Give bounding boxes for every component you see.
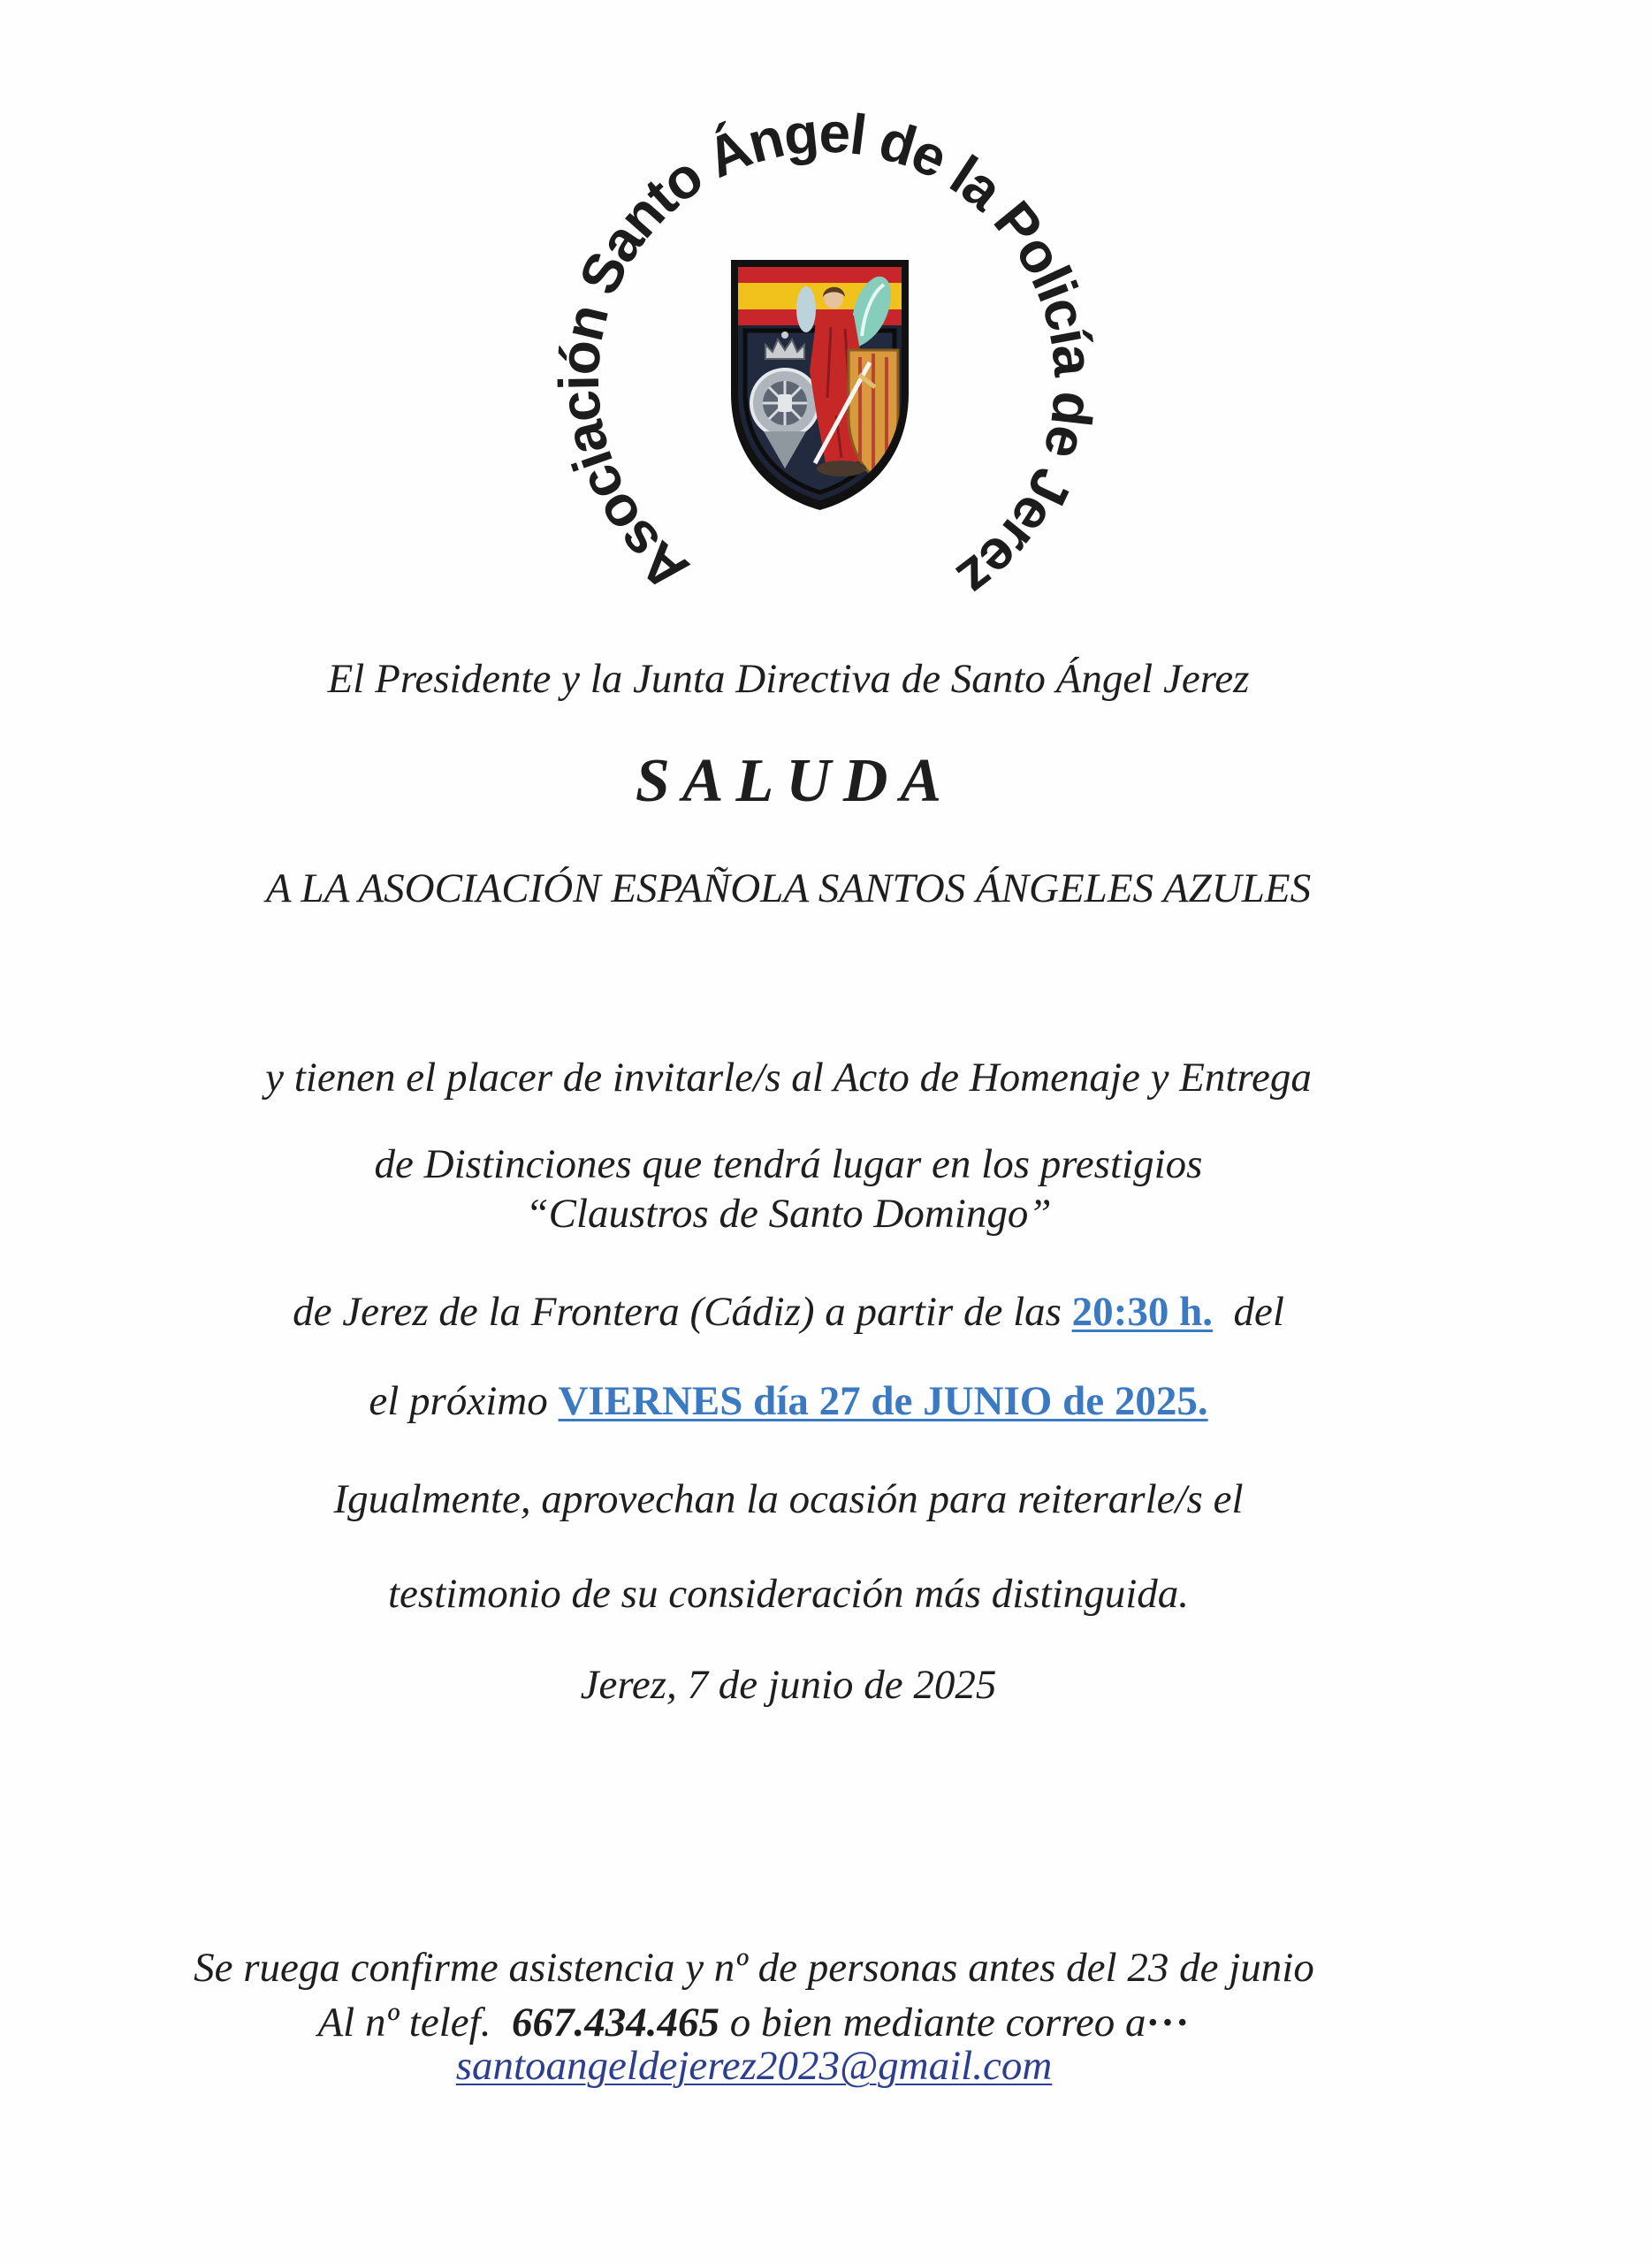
- body-line-1: y tienen el placer de invitarle/s al Acto de Homenaje y Entrega: [265, 1055, 1312, 1101]
- angel-feet-base: [817, 461, 866, 476]
- event-date: VIERNES día 27 de JUNIO de 2025.: [558, 1378, 1208, 1424]
- body-line-5: [0, 1375, 1577, 1427]
- association-logo: [0, 0, 1652, 672]
- phone-label: Al nº telef.: [317, 2000, 512, 2046]
- email-intro: o bien mediante correo a: [719, 2000, 1146, 2046]
- salutation-heading: SALUDA: [635, 747, 955, 815]
- location-text-end: del: [1212, 1289, 1284, 1335]
- angel-left-wing: [796, 286, 816, 332]
- body-line-4: [0, 1286, 1577, 1337]
- body-line-2: de Distinciones que tendrá lugar en los prestigios: [374, 1141, 1203, 1187]
- greeting-line: El Presidente y la Junta Directiva de Santo Ángel Jerez: [327, 656, 1250, 702]
- rsvp-line-1: Se ruega confirme asistencia y nº de personas antes del 23 de junio: [194, 1945, 1314, 1991]
- recipient-line: A LA ASOCIACIÓN ESPAÑOLA SANTOS ÁNGELES AZULES: [265, 865, 1312, 911]
- logo-arc-text: Asociación Santo Ángel de la Policía de Jerez: [546, 100, 1107, 610]
- rsvp-email-line: [0, 2040, 1508, 2092]
- body-line-7: testimonio de su consideración más distinguida.: [387, 1571, 1189, 1617]
- police-shield-badge: [731, 260, 909, 510]
- phone-number: 667.434.465: [511, 2000, 719, 2046]
- location-text: de Jerez de la Frontera (Cádiz) a partir de las: [293, 1289, 1072, 1335]
- emblem-center-shield: [778, 394, 792, 412]
- contact-email: santoangeldejerez2023@gmail.com: [455, 2043, 1053, 2089]
- venue-name-line: “Claustros de Santo Domingo”: [525, 1191, 1052, 1237]
- date-intro-text: el próximo: [369, 1378, 559, 1424]
- ellipsis-dots: ···: [1146, 2000, 1191, 2046]
- place-and-date: Jerez, 7 de junio de 2025: [580, 1662, 997, 1708]
- body-line-6: Igualmente, aprovechan la ocasión para reiterarle/s el: [333, 1476, 1244, 1522]
- event-time: 20:30 h.: [1071, 1289, 1213, 1335]
